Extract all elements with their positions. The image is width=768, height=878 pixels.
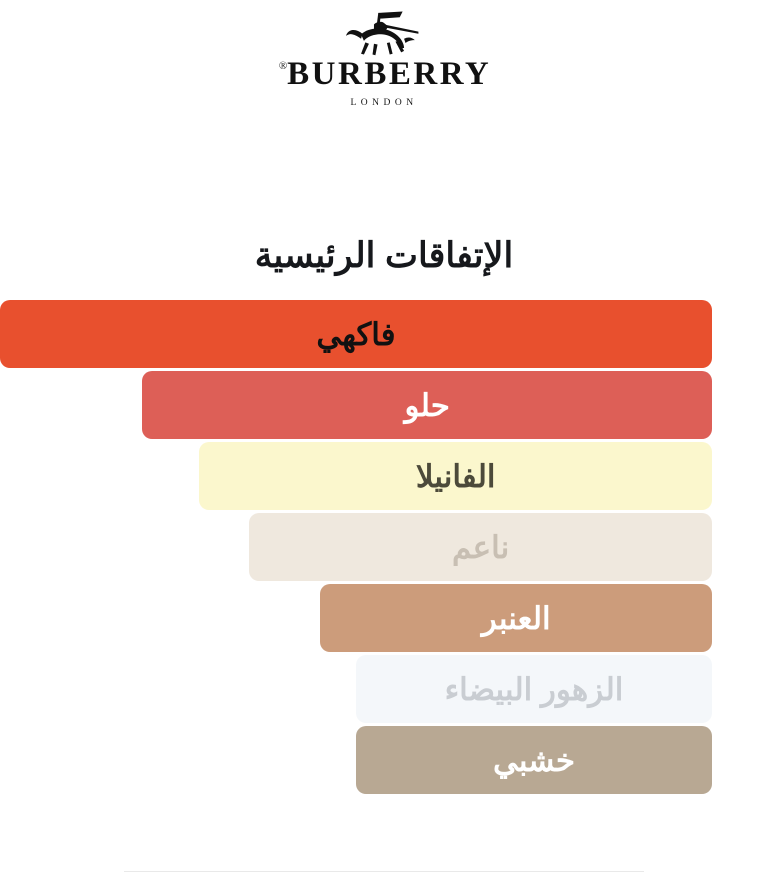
accord-label: الزهور البيضاء: [444, 671, 624, 707]
bar-row: [0, 726, 768, 794]
accord-label: فاكهي: [316, 316, 396, 352]
accord-bar[interactable]: [199, 442, 712, 510]
bar-row: [0, 584, 768, 652]
accord-label: العنبر: [481, 600, 551, 636]
accord-bar[interactable]: [356, 726, 712, 794]
bar-row: [0, 300, 768, 368]
accord-label: حلو: [404, 387, 450, 423]
accords-chart: [0, 236, 768, 797]
accord-bar[interactable]: [249, 513, 712, 581]
bar-row: [0, 513, 768, 581]
brand-header: [0, 0, 768, 108]
registered-trademark-icon: ®: [278, 60, 288, 72]
brand-wordmark: [277, 58, 491, 91]
accord-label: الفانيلا: [415, 458, 496, 494]
footer-divider: [124, 871, 644, 872]
accord-bar[interactable]: [142, 371, 712, 439]
accord-bar[interactable]: [0, 300, 712, 368]
accord-bar[interactable]: [320, 584, 712, 652]
bar-row: [0, 655, 768, 723]
bar-row: [0, 442, 768, 510]
accord-label: خشبي: [493, 742, 576, 778]
page-title: الإتفاقات الرئيسية: [254, 236, 514, 275]
bar-row: [0, 371, 768, 439]
accord-label: ناعم: [452, 529, 510, 565]
burberry-knight-icon: [341, 10, 427, 56]
bar-list: [0, 300, 768, 794]
brand-subtitle: LONDON: [350, 98, 418, 108]
brand-name: BURBERRY: [287, 56, 492, 92]
accord-bar[interactable]: [356, 655, 712, 723]
